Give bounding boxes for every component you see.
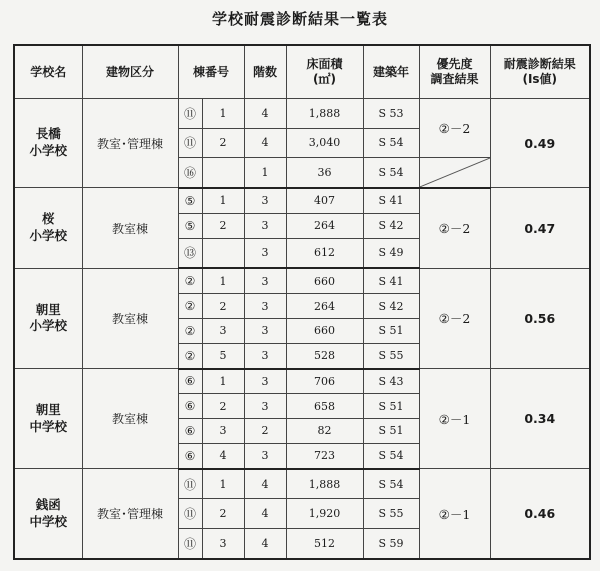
building-circled-no: ⑥	[178, 443, 202, 468]
floors-cell: 4	[244, 99, 286, 129]
priority-result: ②－2	[419, 188, 490, 268]
year-cell: S 53	[363, 99, 419, 129]
school-name: 朝里 小学校	[14, 268, 82, 368]
building-circled-no: ⑪	[178, 469, 202, 499]
year-cell: S 42	[363, 294, 419, 319]
floors-cell: 4	[244, 499, 286, 529]
building-sub-no: 1	[202, 469, 244, 499]
priority-result: ②－2	[419, 99, 490, 158]
school-name: 朝里 中学校	[14, 369, 82, 469]
year-cell: S 41	[363, 188, 419, 213]
is-value: 0.49	[490, 99, 590, 188]
year-cell: S 55	[363, 343, 419, 368]
year-cell: S 43	[363, 369, 419, 394]
is-value: 0.46	[490, 469, 590, 559]
seismic-results-table	[13, 44, 591, 560]
diagonal-empty-cell	[419, 158, 490, 188]
area-cell: 660	[286, 318, 363, 343]
building-circled-no: ⑤	[178, 188, 202, 213]
building-circled-no: ⑬	[178, 238, 202, 268]
diagonal-line	[420, 158, 490, 187]
building-sub-no: 2	[202, 128, 244, 158]
year-cell: S 54	[363, 128, 419, 158]
floors-cell: 3	[244, 188, 286, 213]
year-cell: S 51	[363, 318, 419, 343]
area-cell: 36	[286, 158, 363, 188]
building-sub-no: 2	[202, 213, 244, 238]
floors-cell: 2	[244, 419, 286, 444]
year-cell: S 55	[363, 499, 419, 529]
building-sub-no: 1	[202, 99, 244, 129]
header-floors: 階数	[244, 45, 286, 99]
floors-cell: 3	[244, 268, 286, 293]
floors-cell: 3	[244, 443, 286, 468]
building-sub-no: 4	[202, 443, 244, 468]
area-cell: 512	[286, 529, 363, 559]
building-sub-no: 1	[202, 268, 244, 293]
building-type: 教室棟	[82, 369, 178, 469]
floors-cell: 3	[244, 343, 286, 368]
header-building-type: 建物区分	[82, 45, 178, 99]
floors-cell: 4	[244, 128, 286, 158]
header-is-value: 耐震診断結果 (Is値)	[490, 45, 590, 99]
school-name: 銭函 中学校	[14, 469, 82, 559]
floors-cell: 3	[244, 369, 286, 394]
building-circled-no: ②	[178, 343, 202, 368]
area-cell: 612	[286, 238, 363, 268]
building-sub-no: 3	[202, 529, 244, 559]
area-cell: 1,888	[286, 99, 363, 129]
table-row	[14, 369, 590, 394]
building-type: 教室･管理棟	[82, 469, 178, 559]
header-year: 建築年	[363, 45, 419, 99]
header-priority: 優先度 調査結果	[419, 45, 490, 99]
building-circled-no: ⑪	[178, 99, 202, 129]
floors-cell: 3	[244, 238, 286, 268]
building-sub-no: 3	[202, 318, 244, 343]
area-cell: 82	[286, 419, 363, 444]
is-value: 0.47	[490, 188, 590, 268]
floors-cell: 1	[244, 158, 286, 188]
header-building-no: 棟番号	[178, 45, 244, 99]
building-circled-no: ②	[178, 294, 202, 319]
area-cell: 264	[286, 294, 363, 319]
floors-cell: 3	[244, 394, 286, 419]
area-cell: 407	[286, 188, 363, 213]
building-sub-no	[202, 158, 244, 188]
building-sub-no: 1	[202, 369, 244, 394]
floors-cell: 4	[244, 529, 286, 559]
area-cell: 528	[286, 343, 363, 368]
floors-cell: 3	[244, 294, 286, 319]
building-sub-no: 2	[202, 499, 244, 529]
header-area: 床面積 (㎡)	[286, 45, 363, 99]
priority-result: ②－1	[419, 369, 490, 469]
building-sub-no: 2	[202, 294, 244, 319]
area-cell: 1,888	[286, 469, 363, 499]
building-circled-no: ⑪	[178, 499, 202, 529]
building-circled-no: ⑪	[178, 529, 202, 559]
table-row	[14, 188, 590, 213]
building-type: 教室棟	[82, 188, 178, 268]
header-row	[14, 45, 590, 99]
floors-cell: 3	[244, 213, 286, 238]
building-type: 教室･管理棟	[82, 99, 178, 188]
building-circled-no: ⑥	[178, 369, 202, 394]
floors-cell: 4	[244, 469, 286, 499]
building-circled-no: ②	[178, 268, 202, 293]
building-circled-no: ⑯	[178, 158, 202, 188]
area-cell: 658	[286, 394, 363, 419]
priority-result: ②－1	[419, 469, 490, 559]
building-circled-no: ⑤	[178, 213, 202, 238]
year-cell: S 49	[363, 238, 419, 268]
school-name: 長橋 小学校	[14, 99, 82, 188]
is-value: 0.34	[490, 369, 590, 469]
header-school: 学校名	[14, 45, 82, 99]
building-sub-no: 5	[202, 343, 244, 368]
building-sub-no	[202, 238, 244, 268]
area-cell: 706	[286, 369, 363, 394]
table-row	[14, 268, 590, 293]
year-cell: S 54	[363, 158, 419, 188]
building-sub-no: 1	[202, 188, 244, 213]
page-title: 学校耐震診断結果一覧表	[211, 10, 388, 28]
building-sub-no: 3	[202, 419, 244, 444]
year-cell: S 41	[363, 268, 419, 293]
building-circled-no: ⑪	[178, 128, 202, 158]
year-cell: S 51	[363, 394, 419, 419]
building-circled-no: ⑥	[178, 394, 202, 419]
area-cell: 723	[286, 443, 363, 468]
is-value: 0.56	[490, 268, 590, 368]
table-row	[14, 99, 590, 129]
year-cell: S 51	[363, 419, 419, 444]
year-cell: S 54	[363, 469, 419, 499]
school-name: 桜 小学校	[14, 188, 82, 268]
floors-cell: 3	[244, 318, 286, 343]
building-circled-no: ②	[178, 318, 202, 343]
year-cell: S 54	[363, 443, 419, 468]
area-cell: 3,040	[286, 128, 363, 158]
building-sub-no: 2	[202, 394, 244, 419]
area-cell: 1,920	[286, 499, 363, 529]
building-circled-no: ⑥	[178, 419, 202, 444]
year-cell: S 59	[363, 529, 419, 559]
area-cell: 264	[286, 213, 363, 238]
building-type: 教室棟	[82, 268, 178, 368]
year-cell: S 42	[363, 213, 419, 238]
area-cell: 660	[286, 268, 363, 293]
priority-result: ②－2	[419, 268, 490, 368]
table-row	[14, 469, 590, 499]
